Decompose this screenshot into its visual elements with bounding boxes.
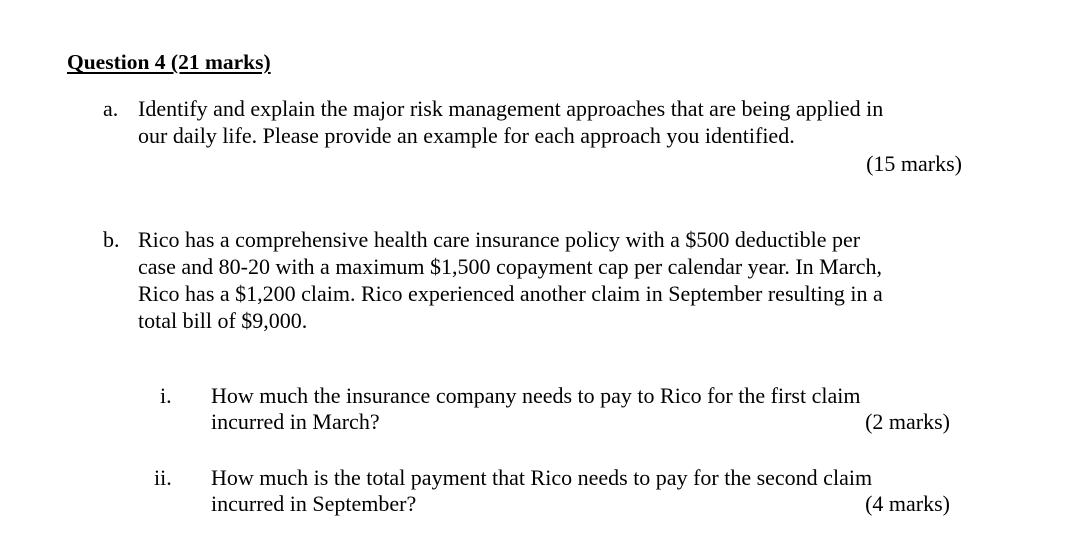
sub-ii-line-2: incurred in September? [211,491,417,516]
part-a-line-2: our daily life. Please provide an example for each approach you identified. [138,123,795,148]
sub-i-marks: (2 marks) [865,409,950,434]
part-a-marks: (15 marks) [866,151,962,176]
part-b-letter: b. [103,227,120,252]
sub-i-line-1: How much the insurance company needs to pay to Rico for the first claim [211,383,861,408]
part-b-line-2: case and 80-20 with a maximum $1,500 copayment cap per calendar year. In March, [138,254,883,279]
part-b-line-3: Rico has a $1,200 claim. Rico experienced another claim in September resulting in a [138,281,883,306]
sub-i-numeral: i. [160,383,172,408]
sub-ii-line-1: How much is the total payment that Rico needs to pay for the second claim [211,465,873,490]
part-b-line-1: Rico has a comprehensive health care insurance policy with a $500 deductible per [138,227,861,252]
sub-i-line-2: incurred in March? [211,409,380,434]
part-a-line-1: Identify and explain the major risk management approaches that are being applied in [138,96,884,121]
sub-ii-marks: (4 marks) [865,491,950,516]
part-b-line-4: total bill of $9,000. [138,308,308,333]
part-a-letter: a. [103,96,119,121]
question-title: Question 4 (21 marks) [67,50,271,74]
sub-ii-numeral: ii. [154,465,172,490]
